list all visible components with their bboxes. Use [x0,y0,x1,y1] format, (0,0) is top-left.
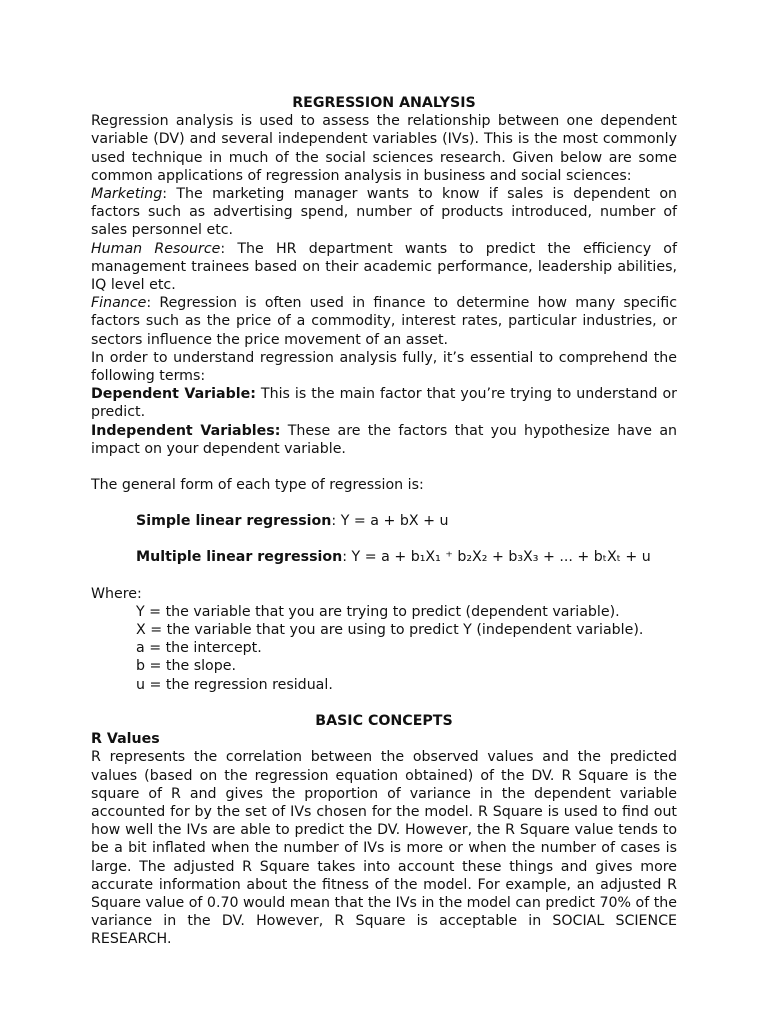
multiple-regression [91,548,677,566]
page-title: REGRESSION ANALYSIS [292,95,476,111]
dependent-text: This is the main factor that you’re trying to understand or predict. [91,386,677,421]
simple-regression [91,512,677,530]
terms-intro: In order to understand regression analysis fully, it’s essential to comprehend the following terms: [91,349,677,385]
finance-text: : Regression is often used in finance to determine how many specific factors such as the price of a commodity, interest rates, particular industries, or sectors influence the price movement of an asset. [91,295,677,348]
dependent-label: Dependent Variable: [91,386,256,403]
multiple-label: Multiple linear regression [136,549,343,566]
hr-text: : The HR department wants to predict the efficiency of management trainees based on their academic performance, leadership abilities, IQ level etc. [91,240,677,294]
simple-formula: : Y = a + bX + u [331,513,449,530]
definition-item: b = the slope. [136,658,236,675]
finance-label: Finance [91,295,147,312]
definition-item: Y = the variable that you are trying to predict (dependent variable). [136,603,620,620]
marketing-paragraph [91,185,677,240]
simple-label: Simple linear regression [136,513,332,530]
document-page [91,94,677,949]
finance-paragraph [91,294,677,349]
intro-paragraph: Regression analysis is used to assess the relationship between one dependent variable (DV) and several independent variables (IVs). This is the most commonly used technique in much of the social sciences research. Given below are some common applications of regression analysis in business and social sciences: [91,113,677,184]
hr-label: Human Resource [91,240,221,257]
independent-paragraph [91,422,677,458]
hr-paragraph [91,240,677,295]
r-values-title: R Values [91,731,160,748]
definition-item: X = the variable that you are using to predict Y (independent variable). [136,622,644,639]
independent-text: These are the factors that you hypothesize have an impact on your dependent variable. [91,422,678,457]
definition-item: a = the intercept. [136,640,262,657]
dependent-paragraph [91,385,677,421]
basic-concepts-title: BASIC CONCEPTS [315,712,453,729]
multiple-formula: : Y = a + b₁X₁ ⁺ b₂X₂ + b₃X₃ + ... + bₜXₜ + u [342,549,651,566]
where-label: Where: [91,585,142,602]
r-values-paragraph: R represents the correlation between the observed values and the predicted values (based on the regression equation obtained) of the DV. R Square is the square of R and gives the proportion of variance in the dependent variable accounted for by the set of IVs chosen for the model. R Square is used to find out how well the IVs are able to predict the DV. However, the R Square value tends to be a bit inflated when the number of IVs is more or when the number of cases is large. The adjusted R Square takes into account these things and gives more accurate information about the fitness of the model. For example, an adjusted R Square value of 0.70 would mean that the IVs in the model can predict 70% of the variance in the DV. However, R Square is acceptable in SOCIAL SCIENCE RESEARCH. [91,749,677,948]
definition-item: u = the regression residual. [136,676,333,693]
r-values-heading [91,730,677,748]
general-form-text: The general form of each type of regression is: [91,477,424,494]
independent-label: Independent Variables: [91,422,281,439]
marketing-label: Marketing [91,186,163,203]
marketing-text: : The marketing manager wants to know if sales is dependent on factors such as advertising spend, number of products introduced, number of sales personnel etc. [91,186,677,239]
